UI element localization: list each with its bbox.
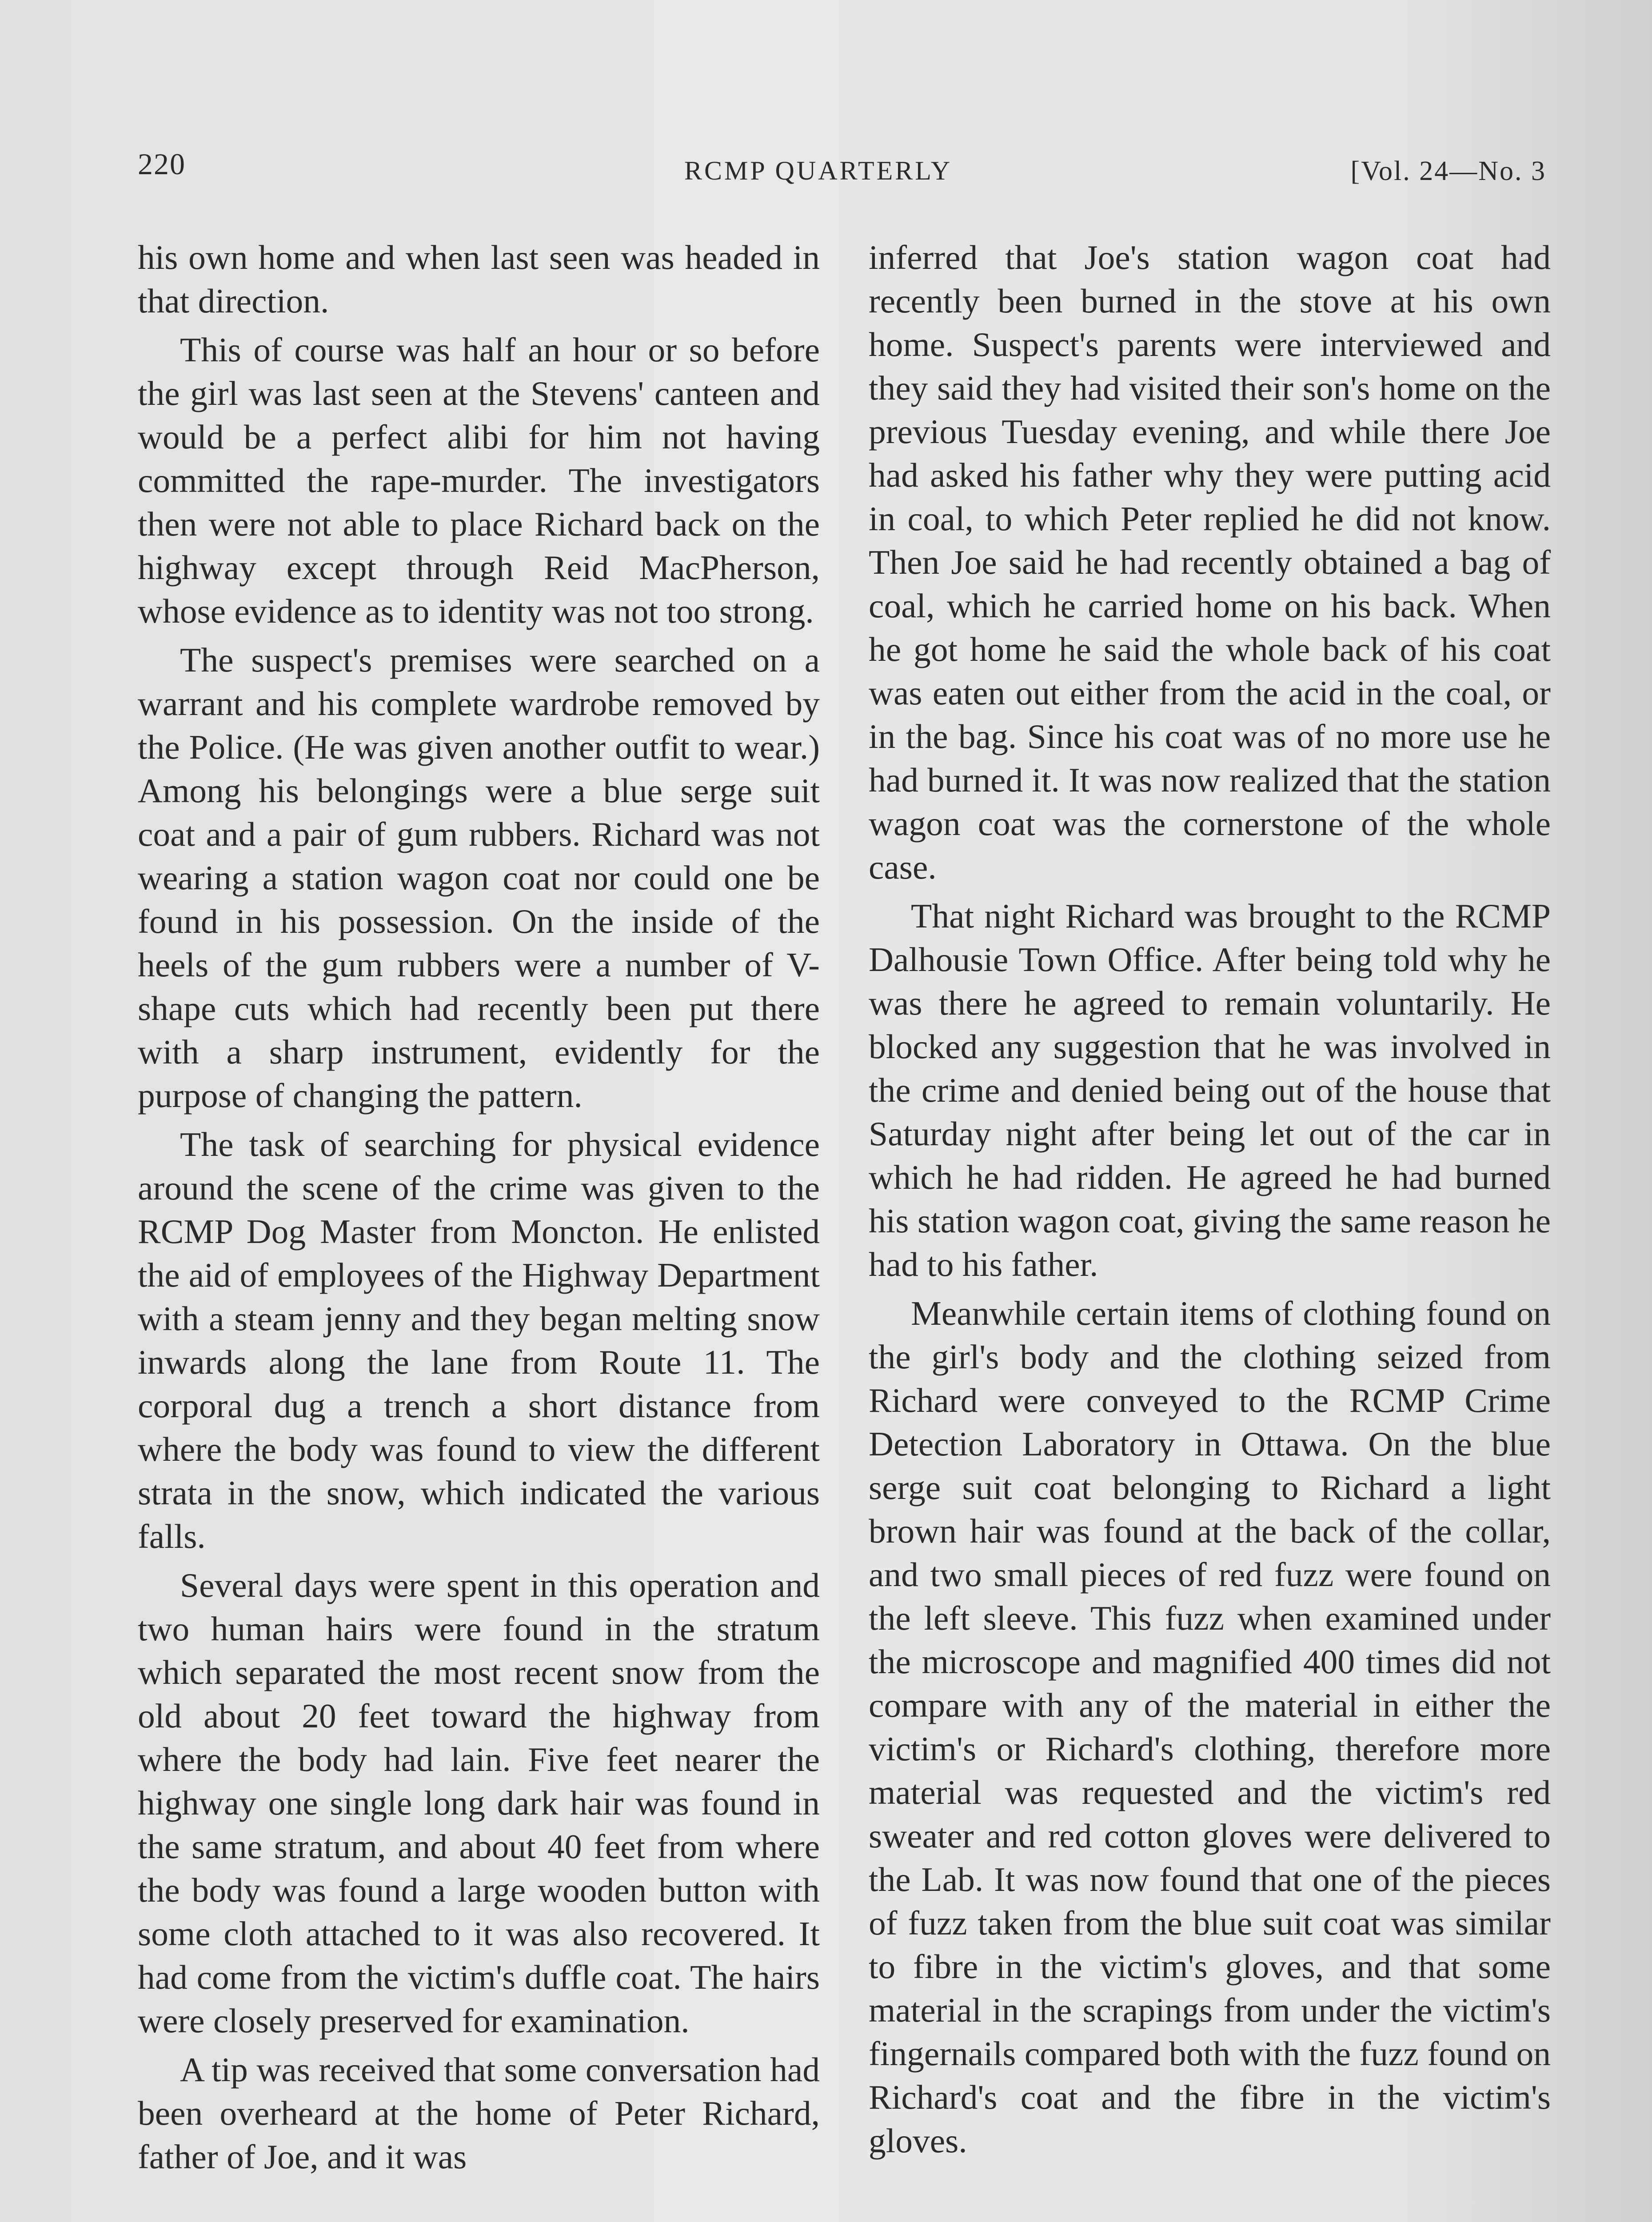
paragraph: inferred that Joe's station wagon coat had recently been burned in the stove at his own home. Suspect's parents were interviewed and they said they had visited their son's home on the previous Tuesday evening, and while there Joe had asked his father why they were putting acid in coal, to which Peter replied he did not know. Then Joe said he had recently obtained a bag of coal, which he carried home on his back. When he got home he said the whole back of his coat was eaten out either from the acid in the coal, or in the bag. Since his coat was of no more use he had burned it. It was now realized that the station wagon coat was the cornerstone of the whole case. xyxy=(869,238,1551,886)
paragraph: That night Richard was brought to the RCMP Dalhousie Town Office. After being told why he was there he agreed to remain voluntarily. He blocked any suggestion that he was involved in the crime and denied being out of the house that Saturday night after being let out of the car in which he had ridden. He agreed he had burned his station wagon coat, giving the same reason he had to his father. xyxy=(869,897,1551,1283)
paragraph: Meanwhile certain items of clothing found on the girl's body and the clothing seized from Richard were conveyed to the RCMP Crime Detection Laboratory in Ottawa. On the blue serge suit coat belonging to Richard a light brown hair was found at the back of the collar, and two small pieces of red fuzz were found on the left sleeve. This fuzz when examined under the microscope and magnified 400 times did not compare with any of the material in either the victim's or Richard's clothing, therefore more material was requested and the victim's red sweater and red cotton gloves were delivered to the Lab. It was now found that one of the pieces of fuzz taken from the blue suit coat was similar to fibre in the victim's gloves, and that some material in the scrapings from under the victim's fingernails compared both with the fuzz found on Richard's coat and the fibre in the victim's gloves. xyxy=(869,1294,1551,2160)
paragraph: Several days were spent in this operation and two human hairs were found in the stratum which separated the most recent snow from the old about 20 feet toward the highway from where the body had lain. Five feet nearer the highway one single long dark hair was found in the same stratum, and about 40 feet from where the body was found a large wooden button with some cloth attached to it was also recovered. It had come from the victim's duffle coat. The hairs were closely preserved for examination. xyxy=(138,1566,820,2040)
page-number: 220 xyxy=(138,147,186,181)
paragraph: The suspect's premises were searched on a warrant and his complete wardrobe removed by the Police. (He was given another outfit to wear.) Among his belongings were a blue serge suit coat and a pair of gum rubbers. Richard was not wearing a station wagon coat nor could one be found in his possession. On the inside of the heels of the gum rubbers were a number of V-shape cuts which had recently been put there with a sharp instrument, evidently for the purpose of changing the pattern. xyxy=(138,641,820,1115)
running-title: RCMP QUARTERLY xyxy=(684,156,953,185)
paragraph: A tip was received that some conversation had been overheard at the home of Peter Richard, father of Joe, and it was xyxy=(138,2050,820,2176)
left-column xyxy=(138,236,820,2184)
paragraph: his own home and when last seen was headed in that direction. xyxy=(138,238,820,320)
page-header xyxy=(138,142,1564,187)
paragraph: The task of searching for physical evidence around the scene of the crime was given to the RCMP Dog Master from Moncton. He enlisted the aid of employees of the Highway Department with a steam jenny and they began melting snow inwards along the lane from Route 11. The corporal dug a trench a short distance from where the body was found to view the different strata in the snow, which indicated the various falls. xyxy=(138,1125,820,1555)
issue-reference: [Vol. 24—No. 3 xyxy=(1350,156,1546,186)
paragraph: This of course was half an hour or so before the girl was last seen at the Stevens' canteen and would be a perfect alibi for him not having committed the rape-murder. The investigators then were not able to place Richard back on the highway except through Reid MacPherson, whose evidence as to identity was not too strong. xyxy=(138,331,820,630)
right-column xyxy=(869,236,1551,2168)
